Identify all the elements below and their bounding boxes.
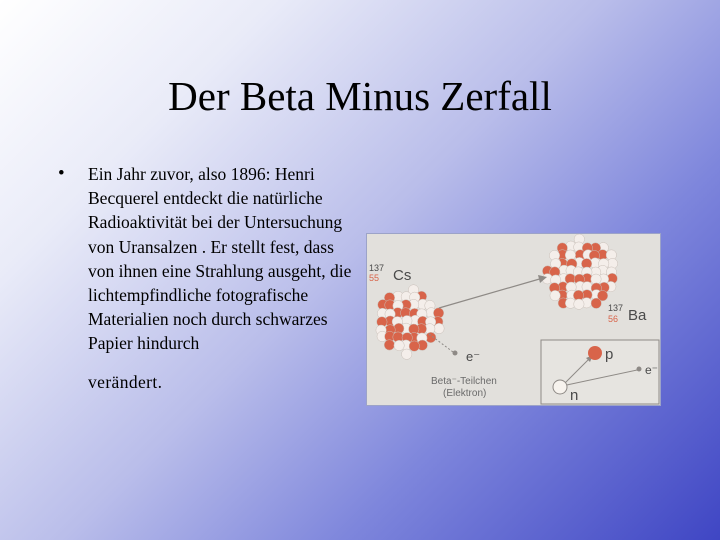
- electron-dot: [453, 351, 458, 356]
- nucleon-neutron: [574, 299, 584, 309]
- electron-label: e⁻: [466, 349, 481, 364]
- neutron-label: n: [570, 387, 579, 404]
- bullet-text: [88, 162, 358, 394]
- ba-symbol: Ba: [628, 307, 647, 324]
- ba-atomic-number: 56: [608, 314, 619, 324]
- nucleon-proton: [409, 341, 419, 351]
- ba-mass-number: 137: [608, 303, 624, 313]
- nucleon-proton: [591, 298, 601, 308]
- neutron-ball: [553, 380, 567, 394]
- nucleon-proton: [384, 340, 394, 350]
- cs-mass-number: 137: [369, 263, 385, 273]
- proton-label: p: [605, 346, 614, 363]
- cs-symbol: Cs: [393, 267, 412, 284]
- bullet-text-main: Ein Jahr zuvor, also 1896: Henri Becquerel entdeckt die natürliche Radioaktivität bei der Untersuchung von Uransalzen . Er stellt fest, dass von ihnen eine Strahlung ausgeht, die lichtempfindliche fotografische Materialien noch durch schwarzes Papier hindurch: [88, 164, 352, 354]
- bullet-text-end: verändert.: [88, 371, 163, 392]
- nucleon-neutron: [394, 340, 404, 350]
- nucleon-neutron: [434, 323, 444, 333]
- cs-atomic-number: 55: [369, 273, 380, 283]
- slide-title: Der Beta Minus Zerfall: [168, 73, 552, 119]
- inset-electron-dot: [637, 367, 642, 372]
- bullet-marker: •: [58, 163, 65, 184]
- inset-electron-label: e⁻: [645, 363, 659, 377]
- electron-caption: (Elektron): [443, 388, 487, 399]
- beta-particle-label: Beta⁻-Teilchen: [431, 376, 497, 387]
- proton-ball: [588, 346, 602, 360]
- nucleon-neutron: [402, 349, 412, 359]
- beta-decay-figure: [366, 233, 661, 406]
- beta-decay-illustration: [367, 234, 660, 405]
- nucleon-neutron: [550, 290, 560, 300]
